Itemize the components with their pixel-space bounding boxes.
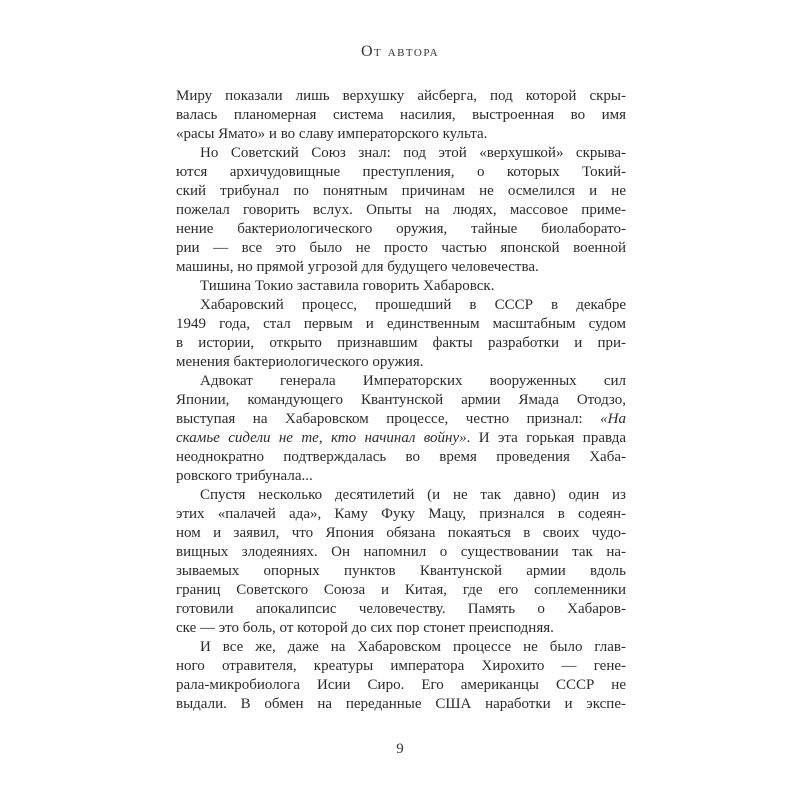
text-line: вищных злодеяниях. Он напомнил о существовании так на- bbox=[176, 544, 626, 560]
text-line: И все же, даже на Хабаровском процессе не было глав- bbox=[200, 639, 626, 655]
text-line: нение бактериологического оружия, тайные биолаборато- bbox=[176, 221, 626, 237]
text-line: готовили апокалипсис человечеству. Память о Хабаров- bbox=[176, 601, 626, 617]
text-line: Миру показали лишь верхушку айсберга, под которой скры- bbox=[176, 88, 626, 104]
text-line: скамье сидели не те, кто начинал войну». И эта горькая правда bbox=[176, 430, 626, 446]
paragraph bbox=[176, 372, 626, 486]
text-line: менения бактериологического оружия. bbox=[176, 354, 424, 370]
text-line: ного отравителя, креатуры императора Хирохито — гене- bbox=[176, 658, 626, 674]
text-line: валась планомерная система насилия, выстроенная во имя bbox=[176, 107, 626, 123]
text-line: ются архичудовищные преступления, о которых Токий- bbox=[176, 164, 626, 180]
text-line: зываемых опорных пунктов Квантунской армии вдоль bbox=[176, 563, 626, 579]
paragraph bbox=[176, 144, 626, 277]
text-line: пожелал говорить вслух. Опыты на людях, массовое приме- bbox=[176, 202, 626, 218]
text-line: «расы Ямато» и во славу императорского культа. bbox=[176, 126, 488, 142]
text-line: Японии, командующего Квантунской армии Ямада Отодзо, bbox=[176, 392, 626, 408]
text-line: ном и заявил, что Япония обязана покаяться в своих чудо- bbox=[176, 525, 626, 541]
text-line: рала-микробиолога Исии Сиро. Его американцы СССР не bbox=[176, 677, 626, 693]
text-line: выдали. В обмен на переданные США наработки и экспе- bbox=[176, 696, 626, 712]
text-line: в истории, открыто признавшим факты разработки и при- bbox=[176, 335, 626, 351]
text-line: Но Советский Союз знал: под этой «верхушкой» скрыва- bbox=[200, 145, 626, 161]
text-line: неоднократно подтверждалась во время проведения Хаба- bbox=[176, 449, 626, 465]
text-line: Адвокат генерала Императорских вооруженных сил bbox=[200, 373, 626, 389]
text-line: этих «палачей ада», Каму Фуку Мацу, признался в содеян- bbox=[176, 506, 626, 522]
text-line: 1949 года, стал первым и единственным масштабным судом bbox=[176, 316, 626, 332]
text-line: машины, но прямой угрозой для будущего человечества. bbox=[176, 259, 539, 275]
text-line: ский трибунал по понятным причинам не осмелился и не bbox=[176, 183, 626, 199]
chapter-header: От автора bbox=[360, 43, 440, 60]
text-line: Тишина Токио заставила говорить Хабаровск. bbox=[200, 278, 495, 294]
text-line: Спустя несколько десятилетий (и не так давно) один из bbox=[200, 487, 626, 503]
text-line: выступая на Хабаровском процессе, честно признал: «На bbox=[176, 411, 626, 427]
text-line: ровского трибунала... bbox=[176, 468, 313, 484]
text-line: рии — все это было не просто частью японской военной bbox=[176, 240, 626, 256]
text-line: Хабаровский процесс, прошедший в СССР в декабре bbox=[200, 297, 626, 313]
paragraph bbox=[176, 87, 626, 144]
paragraph bbox=[176, 277, 626, 296]
text-line: ске — это боль, от которой до сих пор стонет преисподняя. bbox=[176, 620, 554, 636]
page-body bbox=[176, 87, 626, 714]
paragraph bbox=[176, 296, 626, 372]
page-number: 9 bbox=[396, 741, 404, 757]
text-line: границ Советского Союза и Китая, где его соплеменники bbox=[176, 582, 626, 598]
paragraph bbox=[176, 486, 626, 638]
paragraph bbox=[176, 638, 626, 714]
